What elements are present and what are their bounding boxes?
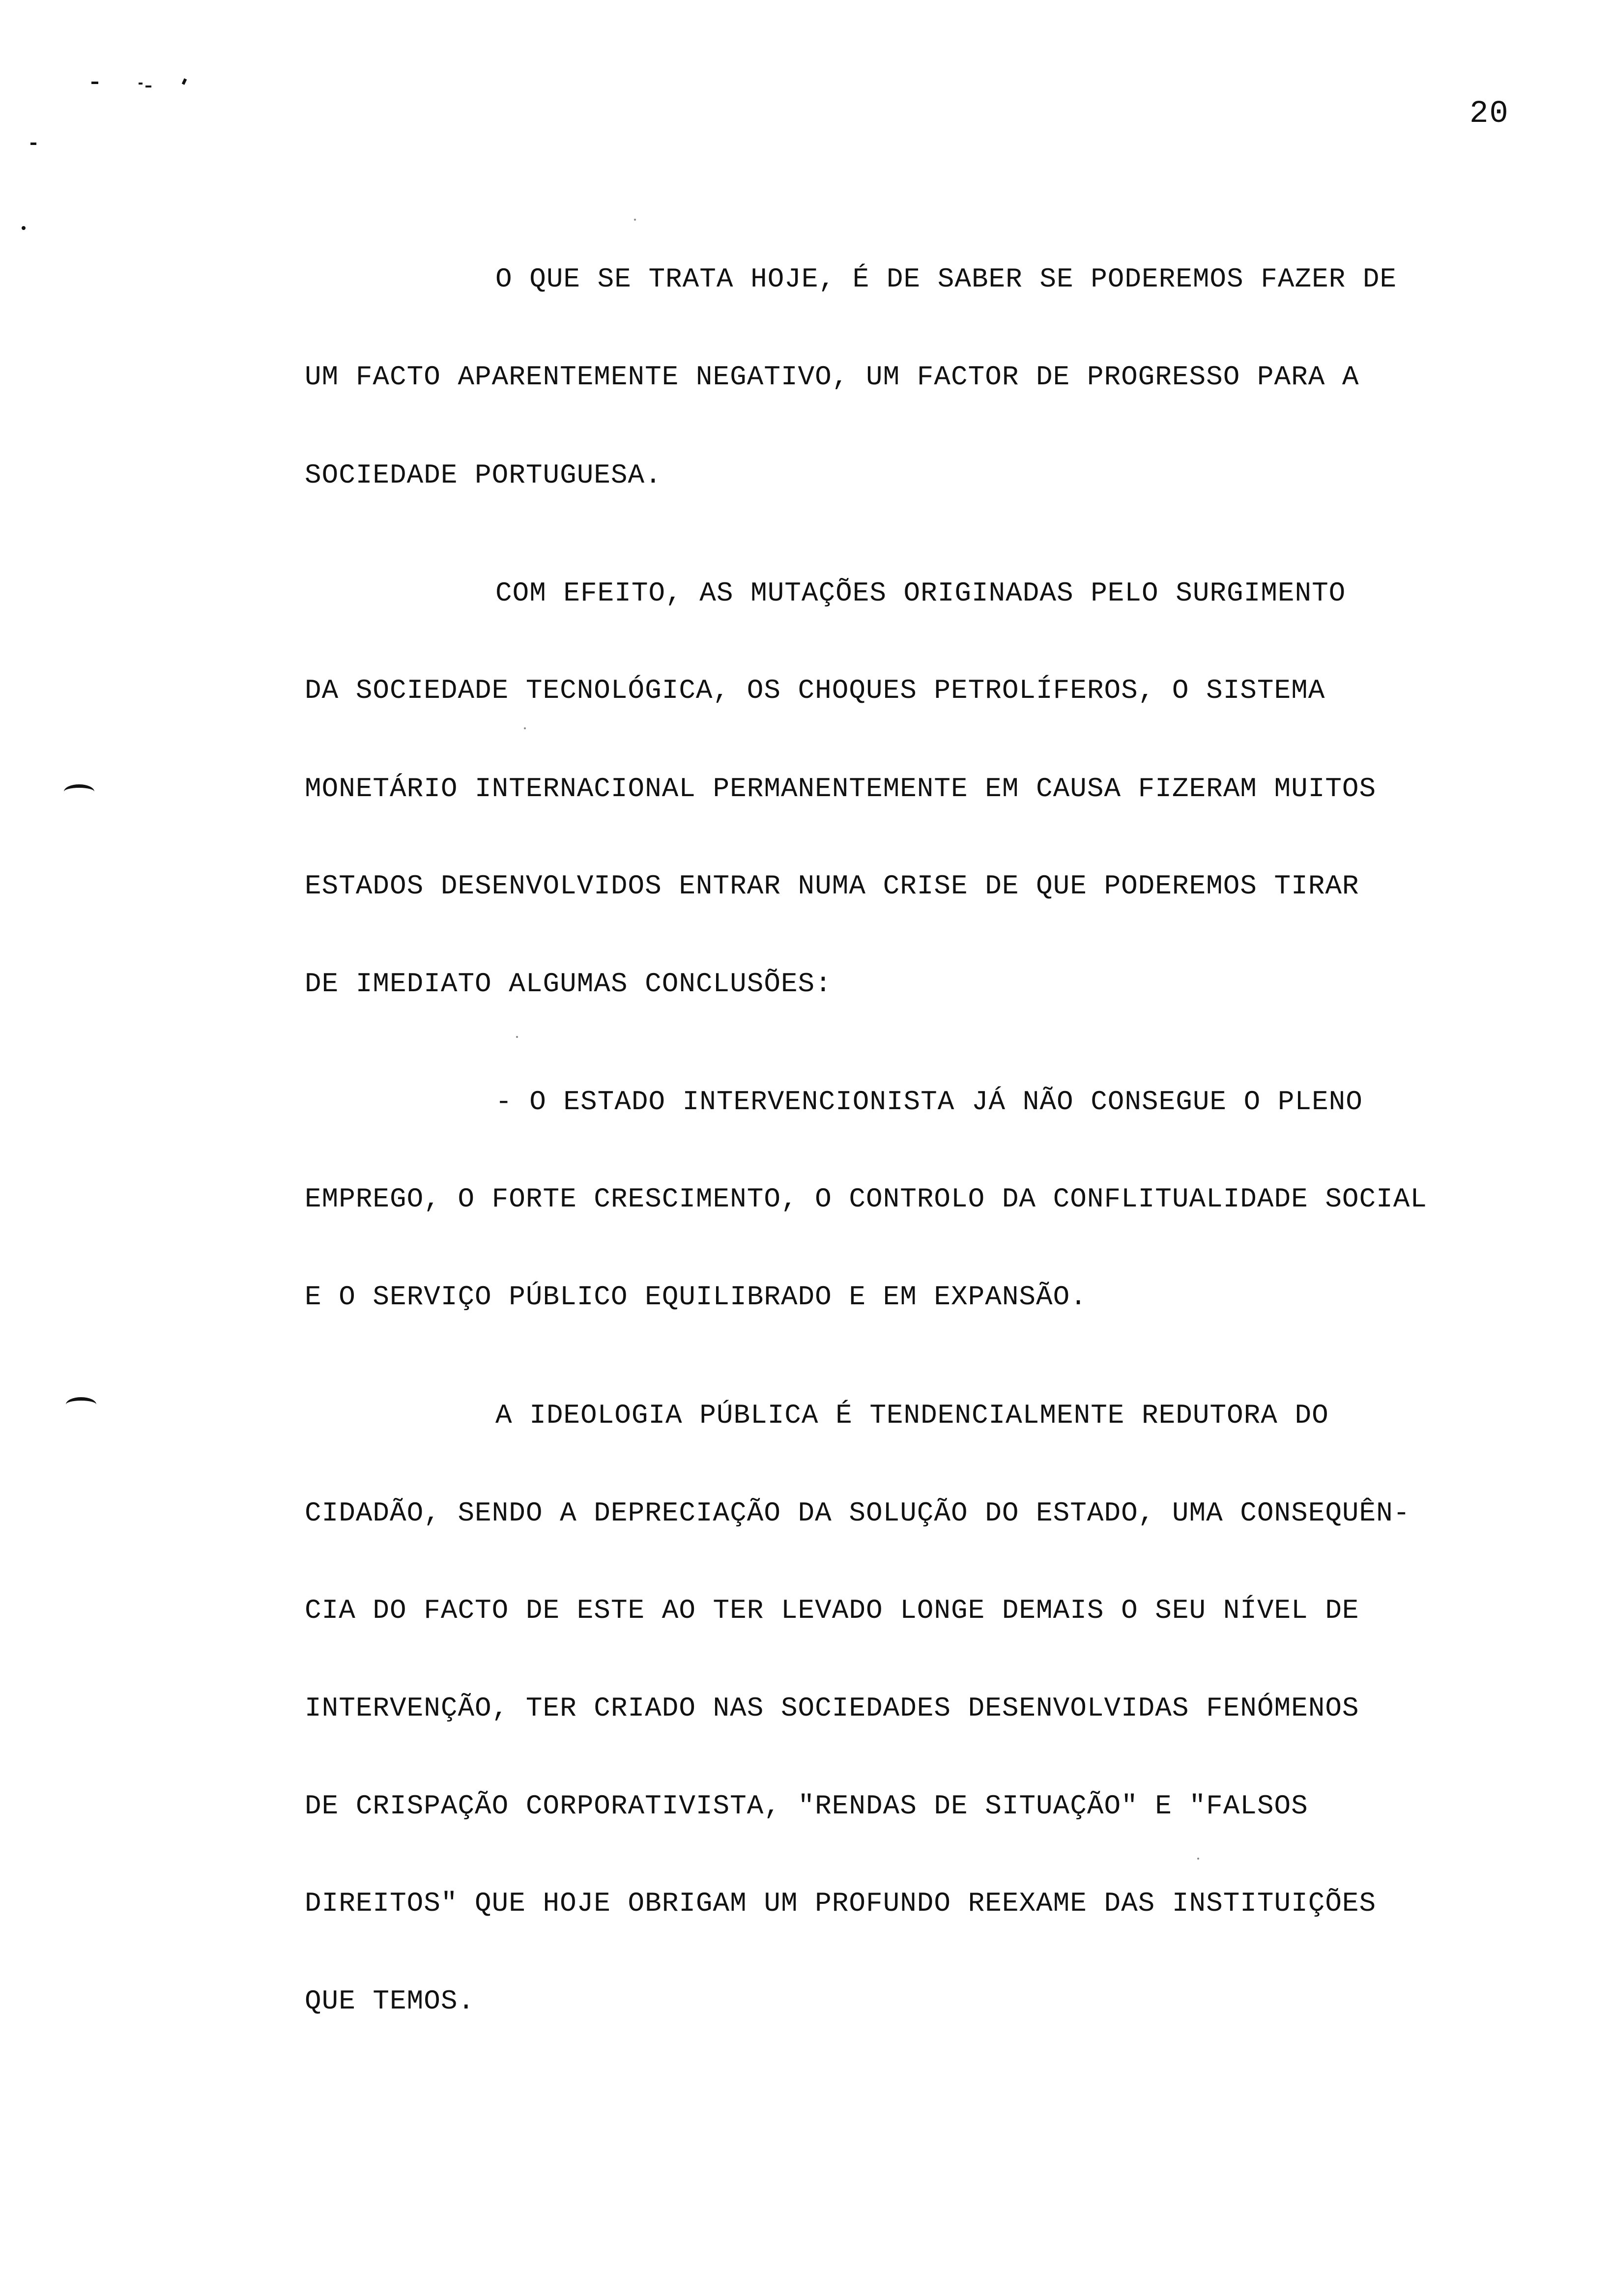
- paragraph-4-line-5: DE CRISPAÇÃO CORPORATIVISTA, "RENDAS DE SITUAÇÃO" E "FALSOS: [305, 1790, 1308, 1822]
- paragraph-4-line-4: INTERVENÇÃO, TER CRIADO NAS SOCIEDADES DESENVOLVIDAS FENÓMENOS: [305, 1693, 1359, 1724]
- paragraph-3-line-3: E O SERVIÇO PÚBLICO EQUILIBRADO E EM EXPANSÃO.: [305, 1281, 1087, 1313]
- scan-mark: [30, 143, 36, 145]
- binder-hole-arc: [64, 784, 94, 799]
- binder-hole-arc: [66, 1397, 96, 1412]
- paragraph-3-line-2: EMPREGO, O FORTE CRESCIMENTO, O CONTROLO DA CONFLITUALIDADE SOCIAL: [305, 1183, 1427, 1215]
- paragraph-1-line-2: UM FACTO APARENTEMENTE NEGATIVO, UM FACTOR DE PROGRESSO PARA A: [305, 361, 1359, 393]
- scan-mark: [91, 82, 98, 84]
- speck: [524, 727, 526, 729]
- paragraph-1-line-1: O QUE SE TRATA HOJE, É DE SABER SE PODEREMOS FAZER DE: [495, 263, 1397, 295]
- scan-mark: [145, 86, 151, 87]
- paragraph-4-line-7: QUE TEMOS.: [305, 1985, 475, 2017]
- speck: [516, 1036, 518, 1038]
- speck: [634, 219, 636, 221]
- paragraph-4-line-6: DIREITOS" QUE HOJE OBRIGAM UM PROFUNDO REEXAME DAS INSTITUIÇÕES: [305, 1888, 1377, 1919]
- paragraph-2-line-4: ESTADOS DESENVOLVIDOS ENTRAR NUMA CRISE DE QUE PODEREMOS TIRAR: [305, 870, 1359, 902]
- scan-mark: [22, 226, 26, 230]
- paragraph-2-line-5: DE IMEDIATO ALGUMAS CONCLUSÕES:: [305, 968, 832, 1000]
- scan-mark: [139, 83, 143, 85]
- paragraph-2-line-1: COM EFEITO, AS MUTAÇÕES ORIGINADAS PELO SURGIMENTO: [495, 577, 1346, 609]
- paragraph-2-line-2: DA SOCIEDADE TECNOLÓGICA, OS CHOQUES PETROLÍFEROS, O SISTEMA: [305, 675, 1325, 706]
- paragraph-4-line-3: CIA DO FACTO DE ESTE AO TER LEVADO LONGE DEMAIS O SEU NÍVEL DE: [305, 1595, 1359, 1626]
- paragraph-1-line-3: SOCIEDADE PORTUGUESA.: [305, 459, 662, 491]
- speck: [1197, 1858, 1199, 1860]
- paragraph-3-line-1: - O ESTADO INTERVENCIONISTA JÁ NÃO CONSEGUE O PLENO: [495, 1086, 1363, 1118]
- paragraph-4-line-2: CIDADÃO, SENDO A DEPRECIAÇÃO DA SOLUÇÃO DO ESTADO, UMA CONSEQUÊN-: [305, 1497, 1410, 1529]
- paragraph-4-line-1: A IDEOLOGIA PÚBLICA É TENDENCIALMENTE REDUTORA DO: [495, 1400, 1329, 1431]
- page-number: 20: [1469, 96, 1509, 132]
- scan-mark: [182, 78, 187, 85]
- paragraph-2-line-3: MONETÁRIO INTERNACIONAL PERMANENTEMENTE EM CAUSA FIZERAM MUITOS: [305, 773, 1377, 804]
